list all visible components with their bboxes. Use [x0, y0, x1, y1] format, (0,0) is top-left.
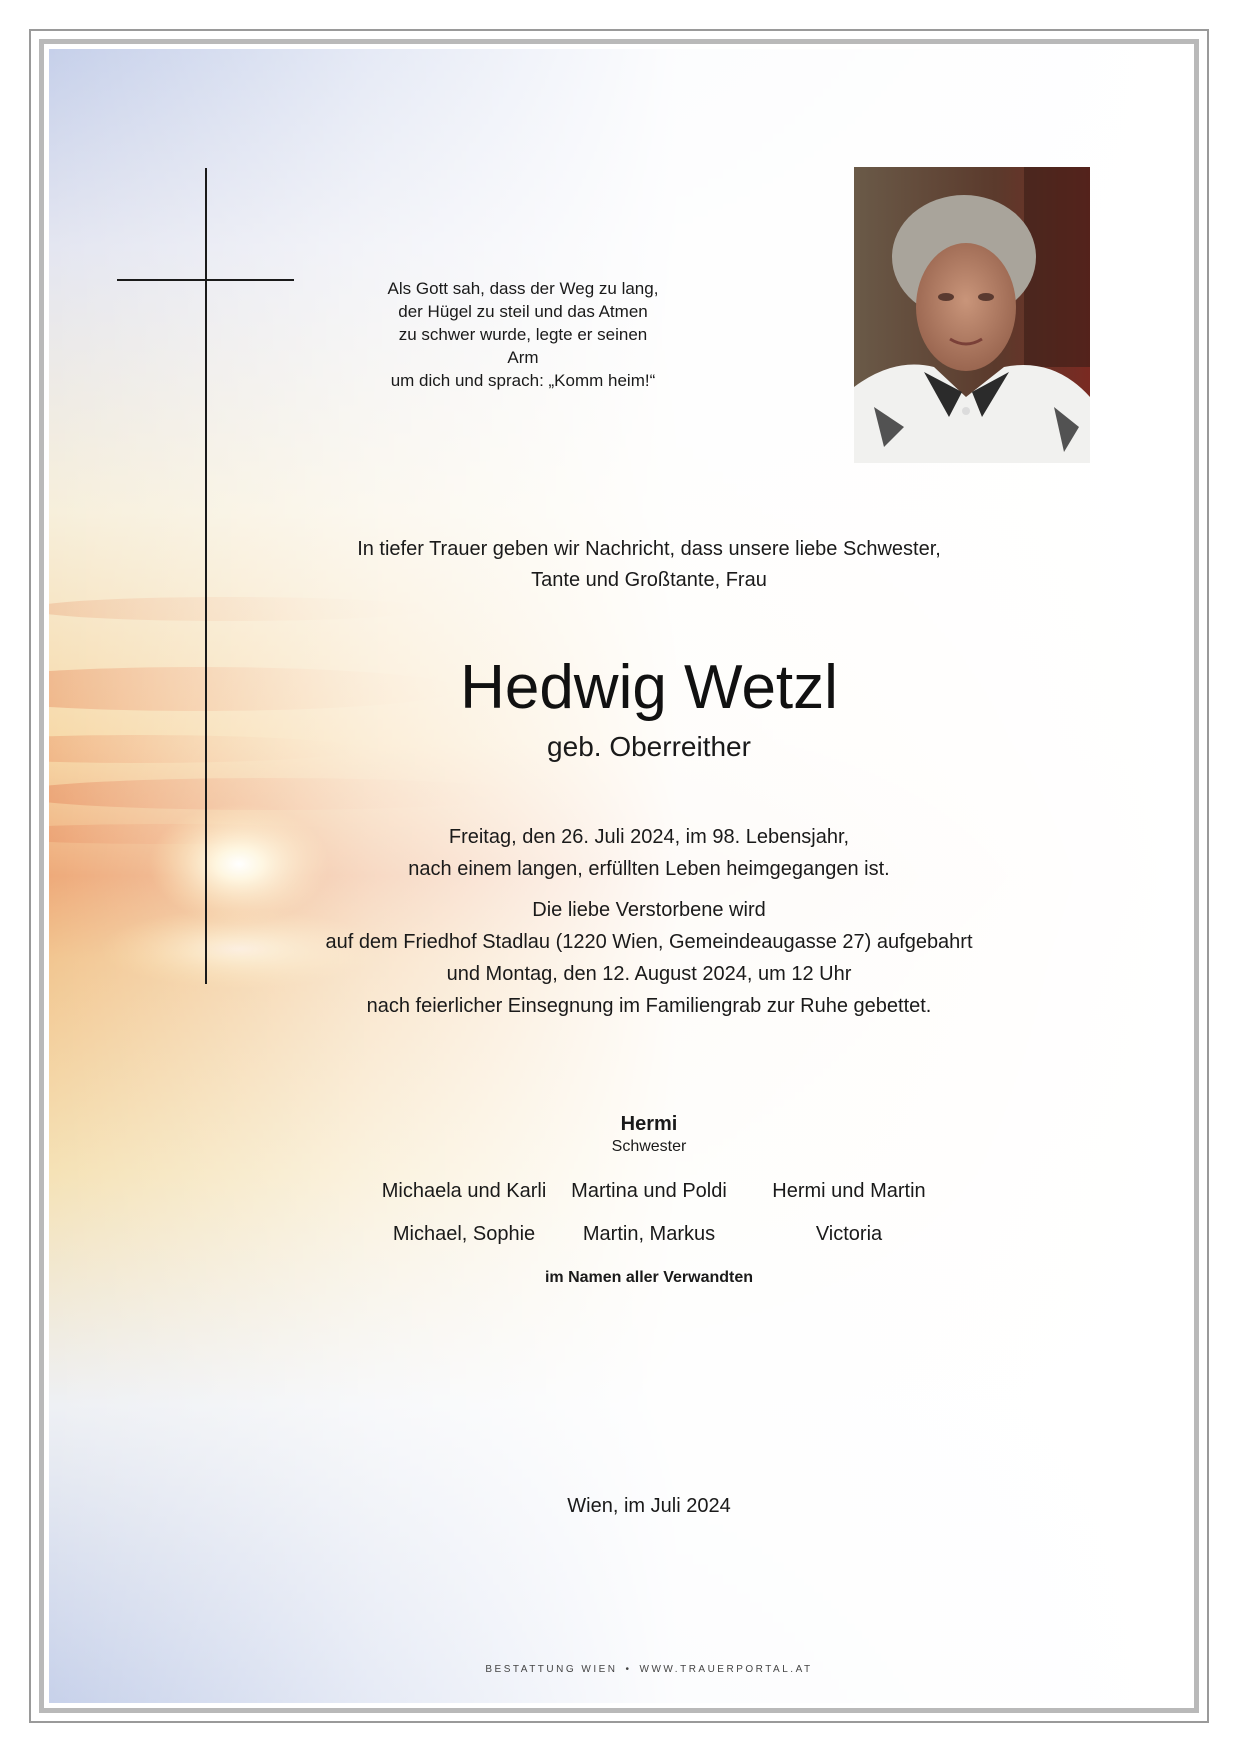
burial-line: nach feierlicher Einsegnung im Familiengrab zur Ruhe gebettet.	[366, 995, 932, 1017]
portrait-photo	[854, 167, 1090, 463]
burial-line: Die liebe Verstorbene wird	[532, 899, 766, 921]
quote-line: zu schwer wurde, legte er seinen Arm	[398, 325, 648, 367]
quote-line: der Hügel zu steil und das Atmen	[398, 302, 648, 321]
birth-name: geb. Oberreither	[547, 731, 751, 762]
family-parents: Michaela und Karli	[381, 1180, 547, 1202]
family-parents: Hermi und Martin	[772, 1180, 926, 1202]
main-mourner-relation: Schwester	[611, 1138, 687, 1155]
family-parents: Martina und Poldi	[571, 1180, 727, 1202]
footer-company: BESTATTUNG WIEN	[485, 1664, 618, 1675]
intro-line: In tiefer Trauer geben wir Nachricht, dass unsere liebe Schwester,	[357, 538, 941, 560]
burial-info	[299, 894, 999, 1022]
death-line: nach einem langen, erfüllten Leben heimgegangen ist.	[408, 858, 890, 880]
footer-separator: •	[625, 1664, 632, 1675]
death-line: Freitag, den 26. Juli 2024, im 98. Lebensjahr,	[448, 826, 850, 848]
announcement-intro	[299, 534, 999, 596]
intro-line: Tante und Großtante, Frau	[531, 569, 767, 591]
footer	[299, 1664, 999, 1675]
family-children: Michael, Sophie	[392, 1223, 536, 1245]
quote-line: Als Gott sah, dass der Weg zu lang,	[387, 279, 659, 298]
memorial-quote	[383, 277, 663, 392]
cross-vertical-bar	[205, 168, 207, 984]
main-mourner-name: Hermi	[620, 1113, 678, 1135]
deceased-name: Hedwig Wetzl	[460, 653, 838, 722]
place-date: Wien, im Juli 2024	[567, 1495, 731, 1517]
on-behalf-line: im Namen aller Verwandten	[544, 1269, 754, 1286]
quote-line: um dich und sprach: „Komm heim!“	[390, 371, 656, 390]
burial-line: auf dem Friedhof Stadlau (1220 Wien, Gemeindeaugasse 27) aufgebahrt	[325, 931, 973, 953]
family-children: Victoria	[815, 1223, 883, 1245]
cross-horizontal-bar	[117, 279, 294, 281]
burial-line: und Montag, den 12. August 2024, um 12 Uhr	[446, 963, 852, 985]
death-info	[299, 821, 999, 885]
obituary-sheet	[49, 49, 1189, 1703]
family-children: Martin, Markus	[582, 1223, 716, 1245]
footer-website-link[interactable]: WWW.TRAUERPORTAL.AT	[639, 1664, 813, 1675]
